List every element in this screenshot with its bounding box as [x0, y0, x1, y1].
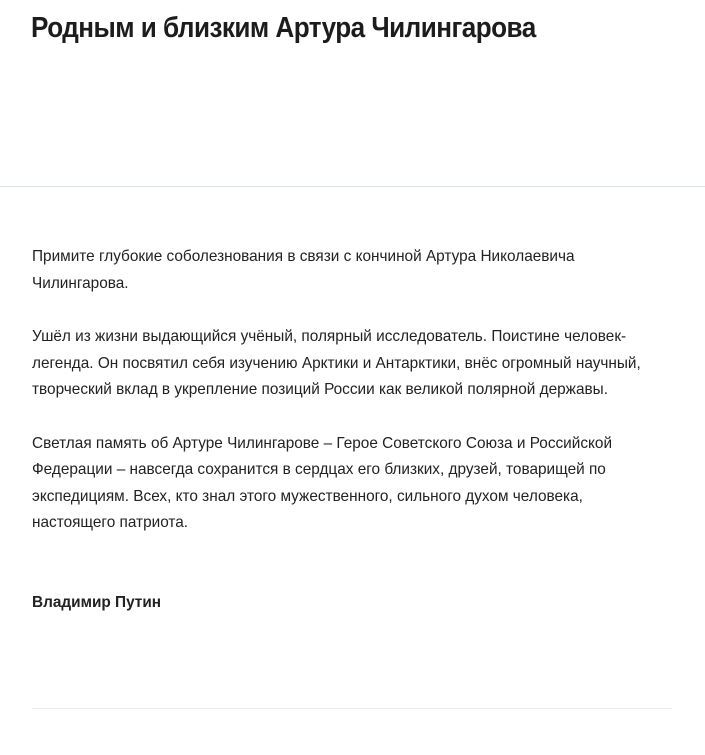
signature: Владимир Путин [32, 594, 162, 611]
footer-divider [32, 708, 672, 709]
paragraph-memory: Светлая память об Артуре Чилингарове – Герое Советского Союза и Российской Федерации – навсегда сохранится в сердцах его близких, друзей, товарищей по экспедициям. Всех, кто знал этого мужественного, сильного духом человека, настоящего патриота. [32, 434, 613, 531]
page-title: Родным и близким Артура Чилингарова [31, 12, 536, 44]
article-body [32, 244, 646, 564]
paragraph-tribute: Ушёл из жизни выдающийся учёный, полярный исследователь. Поистине человек-легенда. Он посвятил себя изучению Арктики и Антарктики, внёс огромный научный, творческий вклад в укрепление позиций России как великой полярной державы. [32, 328, 641, 398]
header-divider [0, 186, 705, 187]
paragraph-condolence: Примите глубокие соболезнования в связи с кончиной Артура Николаевича Чилингарова. [32, 248, 575, 292]
